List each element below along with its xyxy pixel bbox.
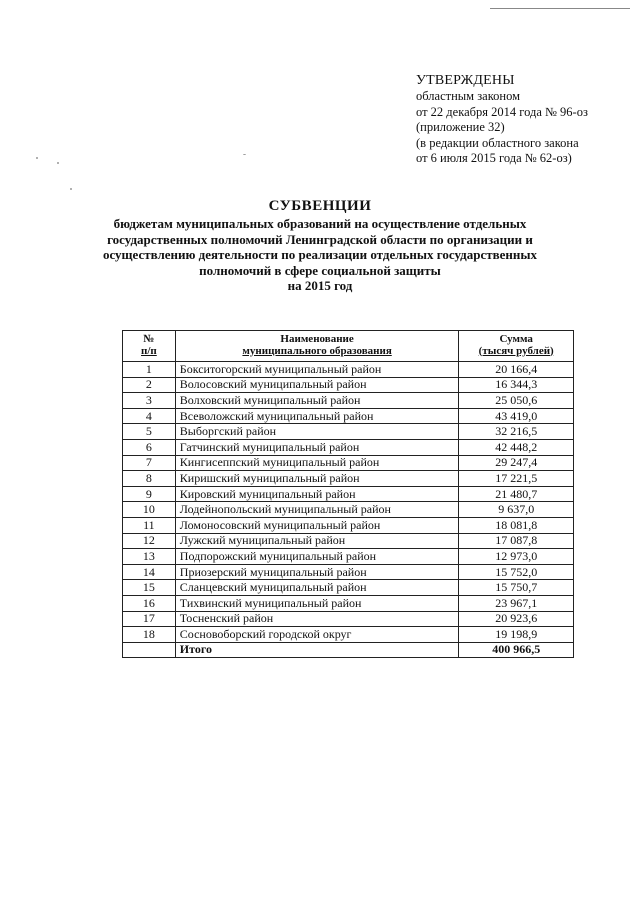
subvention-sum-cell: 25 050,6 [459,393,574,409]
municipality-name-cell: Выборгский район [175,424,459,440]
subvention-sum-cell: 9 637,0 [459,502,574,518]
approval-line: областным законом [416,89,521,103]
document-subtitle-line: полномочий в сфере социальной защиты [199,262,441,278]
document-title: СУБВЕНЦИИ [268,198,372,214]
municipality-name-cell: Приозерский муниципальный район [175,564,459,580]
municipality-name-cell: Всеволожский муниципальный район [175,408,459,424]
municipality-name-cell: Гатчинский муниципальный район [175,439,459,455]
table-row [123,424,574,440]
row-number-cell: 16 [123,595,176,611]
subventions-table [122,330,574,658]
table-row [123,471,574,487]
document-title-block [60,197,580,294]
scan-speck [36,157,38,159]
municipality-name-cell: Кингисеппский муниципальный район [175,455,459,471]
table-total-row [123,642,574,658]
table-row [123,439,574,455]
subvention-sum-cell: 17 221,5 [459,471,574,487]
table-row [123,533,574,549]
row-number-cell: 17 [123,611,176,627]
document-subtitle-line: государственных полномочий Ленинградской области по организации и [107,231,533,247]
document-subtitle-line: осуществлению деятельности по реализации отдельных государственных [102,247,538,263]
subvention-sum-cell: 18 081,8 [459,517,574,533]
total-label: Итого [175,642,459,658]
table-header-row [123,331,574,362]
row-number-cell: 7 [123,455,176,471]
subvention-sum-cell: 19 198,9 [459,627,574,643]
column-header-number [123,331,176,362]
municipality-name-cell: Ломоносовский муниципальный район [175,517,459,533]
subvention-sum-cell: 21 480,7 [459,486,574,502]
municipality-name-cell: Сланцевский муниципальный район [175,580,459,596]
table-row [123,611,574,627]
scan-speck [57,162,59,164]
row-number-cell: 15 [123,580,176,596]
table-row [123,627,574,643]
municipality-name-cell: Подпорожский муниципальный район [175,549,459,565]
row-number-cell: 10 [123,502,176,518]
municipality-name-cell: Лужский муниципальный район [175,533,459,549]
column-header-name [175,331,459,362]
approval-line: от 6 июля 2015 года № 62-оз) [416,151,572,165]
scan-speck [243,154,246,155]
table-row [123,580,574,596]
table-row [123,362,574,378]
table-row [123,502,574,518]
column-header-text: Сумма [499,333,533,345]
subvention-sum-cell: 15 752,0 [459,564,574,580]
approval-line: (приложение 32) [416,120,505,134]
subvention-sum-cell: 32 216,5 [459,424,574,440]
row-number-cell: 11 [123,517,176,533]
row-number-cell: 5 [123,424,176,440]
column-header-text: (тысяч рублей) [478,344,554,357]
subvention-sum-cell: 20 166,4 [459,362,574,378]
approval-heading: УТВЕРЖДЕНЫ [416,73,515,88]
table-row [123,393,574,409]
table-row [123,377,574,393]
column-header-sum [459,331,574,362]
municipality-name-cell: Лодейнопольский муниципальный район [175,502,459,518]
row-number-cell: 6 [123,439,176,455]
row-number-cell: 3 [123,393,176,409]
municipality-name-cell: Сосновоборский городской округ [175,627,459,643]
municipality-name-cell: Кировский муниципальный район [175,486,459,502]
subvention-sum-cell: 12 973,0 [459,549,574,565]
municipality-name-cell: Волосовский муниципальный район [175,377,459,393]
scan-artifact-line [490,8,630,9]
approval-stamp-block [416,72,631,167]
total-num-cell [123,642,176,658]
approval-line: (в редакции областного закона [416,135,579,150]
table-row [123,408,574,424]
row-number-cell: 8 [123,471,176,487]
row-number-cell: 4 [123,408,176,424]
total-sum: 400 966,5 [459,642,574,658]
subvention-sum-cell: 20 923,6 [459,611,574,627]
table-row [123,549,574,565]
column-header-text: п/п [141,344,157,357]
document-subtitle-year: на 2015 год [287,278,353,294]
table-row [123,517,574,533]
scan-speck [70,188,72,190]
row-number-cell: 1 [123,362,176,378]
subvention-sum-cell: 15 750,7 [459,580,574,596]
table-row [123,595,574,611]
municipality-name-cell: Волховский муниципальный район [175,393,459,409]
subvention-sum-cell: 16 344,3 [459,377,574,393]
document-subtitle-line: бюджетам муниципальных образований на осуществление отдельных [113,216,527,231]
row-number-cell: 13 [123,549,176,565]
row-number-cell: 2 [123,377,176,393]
column-header-text: Наименование [280,333,354,345]
subvention-sum-cell: 43 419,0 [459,408,574,424]
municipality-name-cell: Киришский муниципальный район [175,471,459,487]
column-header-text: № [143,333,155,345]
table-row [123,564,574,580]
approval-line: от 22 декабря 2014 года № 96-оз [416,104,588,119]
subvention-sum-cell: 23 967,1 [459,595,574,611]
subvention-sum-cell: 17 087,8 [459,533,574,549]
column-header-text: муниципального образования [242,344,392,357]
row-number-cell: 9 [123,486,176,502]
row-number-cell: 12 [123,533,176,549]
row-number-cell: 14 [123,564,176,580]
municipality-name-cell: Тосненский район [175,611,459,627]
municipality-name-cell: Тихвинский муниципальный район [175,595,459,611]
subvention-sum-cell: 42 448,2 [459,439,574,455]
municipality-name-cell: Бокситогорский муниципальный район [175,362,459,378]
table-body [123,362,574,643]
row-number-cell: 18 [123,627,176,643]
table-row [123,455,574,471]
table-row [123,486,574,502]
subvention-sum-cell: 29 247,4 [459,455,574,471]
